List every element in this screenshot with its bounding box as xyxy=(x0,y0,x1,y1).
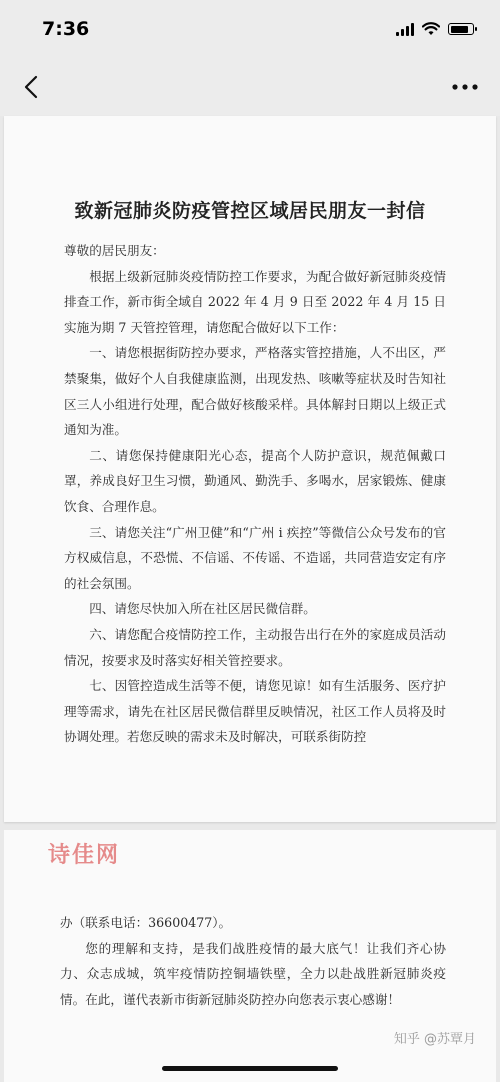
back-button[interactable] xyxy=(14,70,48,104)
paragraph-item-3: 三、请您关注“广州卫健”和“广州 i 疾控”等微信公众号发布的官方权威信息，不恐慌、不信谣、不传谣、不造谣，共同营造安定有序的社会氛围。 xyxy=(64,524,446,591)
status-time: 7:36 xyxy=(42,18,90,40)
contact-line: 办（联系电话：36600477）。 xyxy=(60,915,232,930)
paragraph-item-4: 四、请您尽快加入所在社区居民微信群。 xyxy=(89,601,316,617)
zhihu-credit: 知乎 @苏覃月 xyxy=(393,1032,476,1047)
more-dots-icon xyxy=(452,84,478,90)
battery-icon xyxy=(448,23,474,35)
home-indicator xyxy=(162,1066,338,1071)
document-page-1 xyxy=(4,116,496,822)
paragraph-intro: 根据上级新冠肺炎疫情防控工作要求，为配合做好新冠肺炎疫情排查工作，新市街全域自 2022 年 4 月 9 日至 2022 年 4 月 15 日实施为期 7 天管控管理，请您配合做好以下工作： xyxy=(64,268,446,335)
paragraph-item-1: 一、请您根据街防控办要求，严格落实管控措施，人不出区，严禁聚集，做好个人自我健康监测，出现发热、咳嗽等症状及时告知社区三人小组进行处理，配合做好核酸采样。具体解封日期以上级正式通知为准。 xyxy=(64,345,446,438)
wifi-icon xyxy=(422,22,440,36)
more-options-button[interactable] xyxy=(448,70,482,104)
closing-paragraph: 您的理解和支持，是我们战胜疫情的最大底气！让我们齐心协力、众志成城，筑牢疫情防控铜墙铁壁，全力以赴战胜新冠肺炎疫情。在此，谨代表新市街新冠肺炎防控办向您表示衷心感谢！ xyxy=(60,940,446,1007)
status-bar xyxy=(0,0,500,58)
greeting: 尊敬的居民朋友： xyxy=(64,243,165,258)
paragraph-item-2: 二、请您保持健康阳光心态，提高个人防护意识，规范佩戴口罩，养成良好卫生习惯，勤通风、勤洗手、多喝水，居家锻炼、健康饮食、合理作息。 xyxy=(64,447,446,514)
cellular-signal-icon xyxy=(396,23,414,36)
document-body xyxy=(64,238,446,750)
document-continuation xyxy=(60,910,446,1012)
watermark: 诗佳网 xyxy=(48,843,121,868)
nav-bar xyxy=(0,58,500,116)
document-title: 致新冠肺炎防疫管控区域居民朋友一封信 xyxy=(74,200,426,222)
chevron-left-icon xyxy=(24,75,38,99)
paragraph-item-6: 六、请您配合疫情防控工作，主动报告出行在外的家庭成员活动情况，按要求及时落实好相关管控要求。 xyxy=(64,626,446,668)
status-icons xyxy=(396,22,474,36)
paragraph-item-7: 七、因管控造成生活等不便，请您见谅！如有生活服务、医疗护理等需求，请先在社区居民微信群里反映情况，社区工作人员将及时协调处理。若您反映的需求未及时解决，可联系街防控 xyxy=(64,678,446,745)
document-page-2 xyxy=(4,830,496,1082)
